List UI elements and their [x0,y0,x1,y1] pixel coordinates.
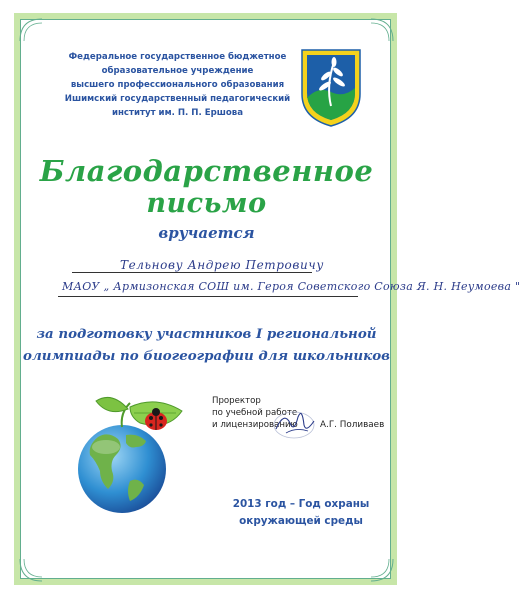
year-motto-line: окружающей среды [239,515,363,527]
institution-line: образовательное учреждение [101,66,254,76]
year-motto [226,496,376,530]
recipient-name: Тельнову Андрею Петровичу [120,258,324,272]
document-title-second-line: письмо [146,188,267,219]
reason-line: за подготовку участников I региональной [36,326,377,342]
signer-title-line: и лицензированию [212,420,298,430]
corner-ornament-icon [365,13,399,47]
signer-title-line: по учебной работе [212,408,298,418]
institution-line: Ишимский государственный педагогический [64,94,291,104]
corner-ornament-icon [14,553,48,587]
document-title: Благодарственное [39,154,374,188]
signer-title-line: Проректор [212,396,261,406]
institution-line: институт им. П. П. Ершова [111,108,244,118]
corner-ornament-icon [14,13,48,47]
recipient-school: МАОУ „ Армизонская СОШ им. Героя Советского Союза Я. Н. Неумоева " [62,280,520,293]
shield-emblem-icon [298,46,364,128]
recipient-underline [72,272,312,273]
signer-name: А.Г. Поливаев [320,420,385,430]
school-underline [58,296,358,297]
corner-ornament-icon [365,553,399,587]
institution-line: высшего профессионального образования [70,80,285,90]
reason-line: олимпиады по биогеографии для школьников [23,348,390,364]
signature-icon [268,403,320,443]
globe-with-leaf-and-ladybug-icon [60,385,200,515]
awarded-to-label: вручается [158,224,255,242]
year-motto-line: 2013 год – Год охраны [232,498,370,510]
institution-header [60,50,295,120]
institution-line: Федеральное государственное бюджетное [68,52,287,62]
